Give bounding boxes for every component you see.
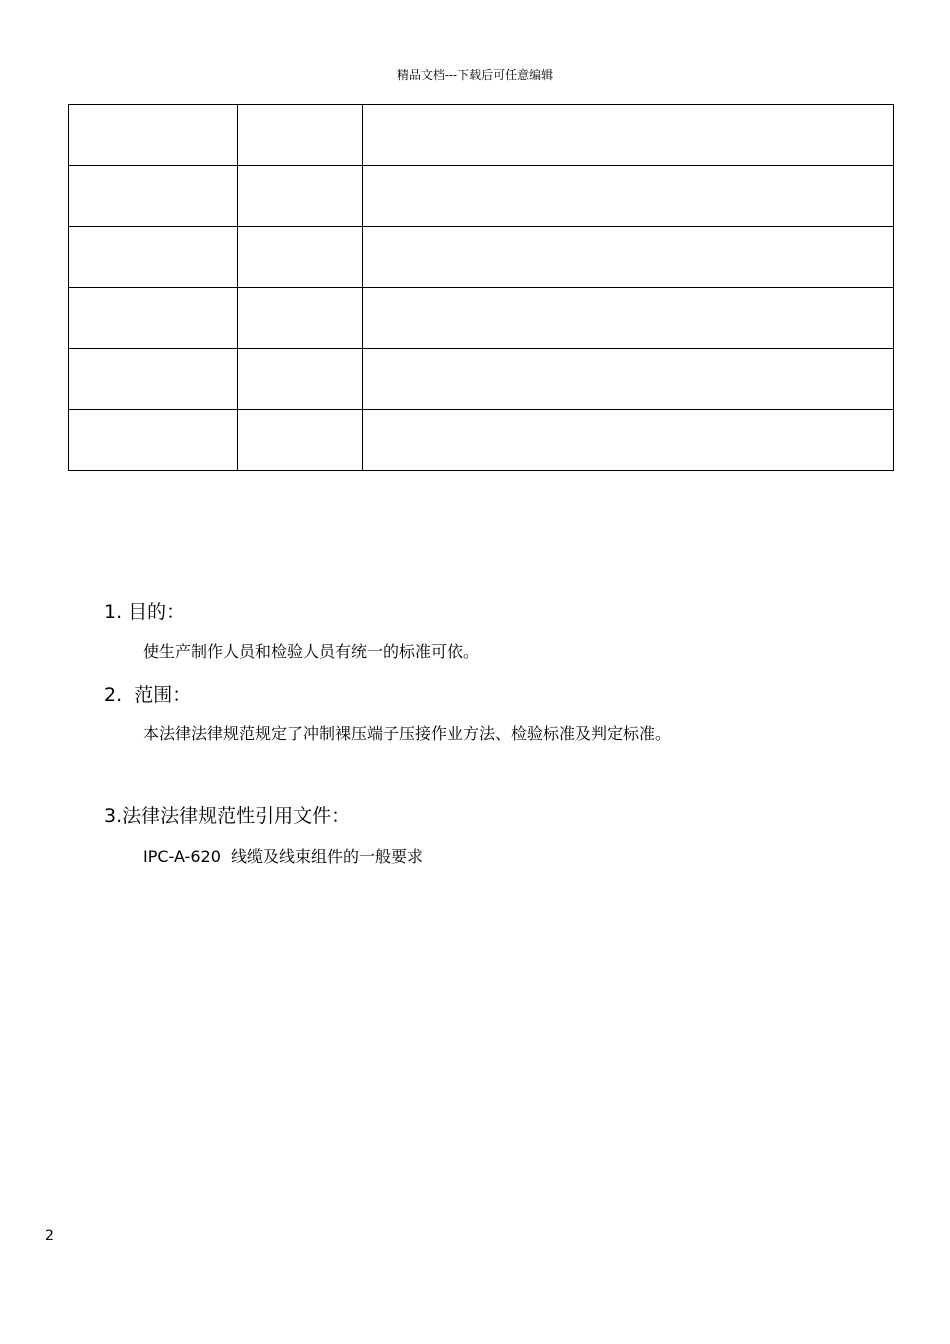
page-header: 精品文档---下载后可任意编辑 [396, 68, 554, 82]
section-body-purpose: 使生产制作人员和检验人员有统一的标准可依。 [143, 642, 480, 661]
table-cell [363, 227, 894, 288]
table-cell [363, 166, 894, 227]
table-cell [69, 288, 238, 349]
table-cell [69, 105, 238, 166]
table-cell [238, 227, 363, 288]
page-number: 2 [45, 1228, 54, 1244]
table-cell [69, 410, 238, 471]
table-cell [363, 288, 894, 349]
blank-table [68, 104, 894, 471]
section-body-references: IPC-A-620 线缆及线束组件的一般要求 [143, 847, 424, 866]
table-cell [363, 105, 894, 166]
section-heading-references: 3.法律法律规范性引用文件： [104, 805, 351, 827]
table-cell [238, 349, 363, 410]
table-row [69, 227, 894, 288]
section-heading-scope: 2. 范围： [104, 684, 192, 706]
section-heading-purpose: 1. 目的： [104, 601, 186, 623]
table-row [69, 105, 894, 166]
table-row [69, 410, 894, 471]
table-cell [238, 288, 363, 349]
table-cell [363, 410, 894, 471]
table-row [69, 166, 894, 227]
table-cell [363, 349, 894, 410]
table-cell [69, 227, 238, 288]
table-cell [238, 166, 363, 227]
section-body-scope: 本法律法律规范规定了冲制裸压端子压接作业方法、检验标准及判定标准。 [143, 724, 672, 743]
table-cell [69, 166, 238, 227]
table-cell [69, 349, 238, 410]
table-cell [238, 105, 363, 166]
table-row [69, 288, 894, 349]
table-cell [238, 410, 363, 471]
table-row [69, 349, 894, 410]
